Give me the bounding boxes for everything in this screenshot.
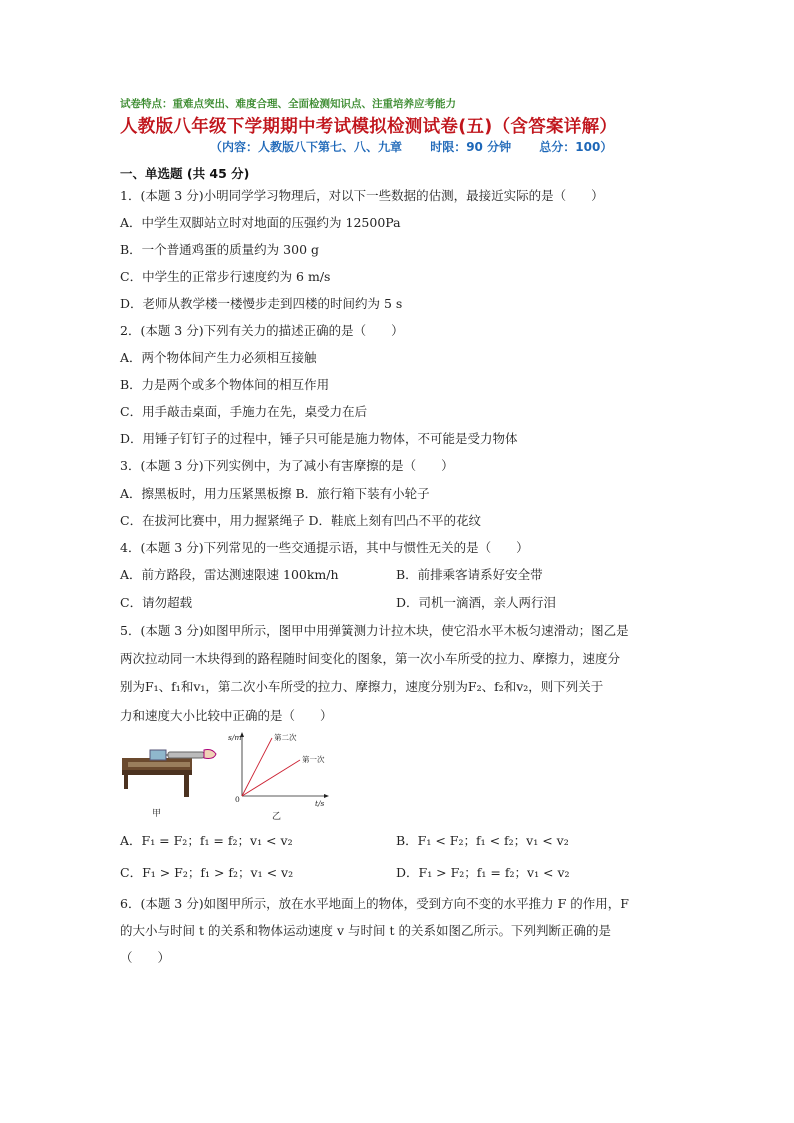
q1-stem: 1．(本题 3 分)小明同学学习物理后，对以下一些数据的估测，最接近实际的是（ ） bbox=[120, 188, 604, 203]
q3-options-ab: A．擦黑板时，用力压紧黑板擦 B．旅行箱下装有小轮子 bbox=[120, 486, 430, 501]
exam-subtitle bbox=[210, 138, 636, 155]
q3-options-cd: C．在拔河比赛中，用力握紧绳子 D．鞋底上刻有凹凸不平的花纹 bbox=[120, 513, 482, 528]
time-label: 时限：90 分钟 bbox=[430, 140, 512, 154]
q4-option-d: D．司机一滴酒，亲人两行泪 bbox=[396, 595, 557, 610]
table-illustration bbox=[122, 750, 216, 798]
figure-label-jia: 甲 bbox=[152, 809, 162, 819]
q3-stem: 3．(本题 3 分)下列实例中，为了减小有害摩擦的是（ ） bbox=[120, 458, 454, 473]
q5-figure bbox=[120, 728, 350, 823]
graph-y-label: s/m bbox=[228, 733, 242, 742]
section-heading: 一、单选题 (共 45 分) bbox=[120, 166, 250, 181]
q2-option-b: B．力是两个或多个物体间的相互作用 bbox=[120, 377, 330, 392]
q5-stem-line4: 力和速度大小比较中正确的是（ ） bbox=[120, 708, 333, 723]
q5-stem-line1: 5．(本题 3 分)如图甲所示，图甲中用弹簧测力计拉木块，使它沿水平木板匀速滑动；图乙是 bbox=[120, 623, 629, 638]
q6-stem-line2: 的大小与时间 t 的关系和物体运动速度 v 与时间 t 的关系如图乙所示。下列判断正确的是 bbox=[120, 923, 611, 938]
q5-option-c: C．F₁ > F₂；f₁ > f₂；v₁ < v₂ bbox=[120, 865, 294, 880]
q6-stem-line3: （ ） bbox=[120, 950, 171, 965]
score-label: 总分：100） bbox=[539, 140, 613, 154]
q1-option-b: B．一个普通鸡蛋的质量约为 300 g bbox=[120, 242, 319, 257]
q5-stem-line3: 别为F₁、f₁和v₁，第二次小车所受的拉力、摩擦力，速度分别为F₂、f₂和v₂，则下列关于 bbox=[120, 679, 604, 694]
graph-series-first-label: 第一次 bbox=[302, 755, 325, 764]
figure-label-yi: 乙 bbox=[272, 812, 282, 822]
q2-stem: 2．(本题 3 分)下列有关力的描述正确的是（ ） bbox=[120, 323, 404, 338]
graph-series-second-label: 第二次 bbox=[274, 733, 297, 742]
graph-line-second bbox=[242, 738, 272, 796]
q4-stem: 4．(本题 3 分)下列常见的一些交通提示语，其中与惯性无关的是（ ） bbox=[120, 540, 529, 555]
content-label: （内容：人教版八下第七、八、九章 bbox=[210, 140, 403, 154]
exam-title: 人教版八年级下学期期中考试模拟检测试卷(五)（含答案详解） bbox=[120, 117, 618, 137]
q5-option-b: B．F₁ < F₂；f₁ < f₂；v₁ < v₂ bbox=[396, 833, 569, 848]
q5-stem-line2: 两次拉动同一木块得到的路程随时间变化的图象，第一次小车所受的拉力、摩擦力，速度分 bbox=[120, 651, 621, 666]
q2-option-a: A．两个物体间产生力必须相互接触 bbox=[120, 350, 317, 365]
q4-option-b: B．前排乘客请系好安全带 bbox=[396, 567, 543, 582]
q4-option-c: C．请勿超载 bbox=[120, 595, 193, 610]
q4-option-a: A．前方路段，雷达测速限速 100km/h bbox=[120, 567, 339, 582]
q1-option-c: C．中学生的正常步行速度约为 6 m/s bbox=[120, 269, 331, 284]
q5-option-d: D．F₁ > F₂；f₁ = f₂；v₁ < v₂ bbox=[396, 865, 570, 880]
graph-origin-label: 0 bbox=[235, 795, 240, 804]
exam-feature-note: 试卷特点：重难点突出、难度合理、全面检测知识点、注重培养应考能力 bbox=[120, 98, 456, 110]
graph-x-label: t/s bbox=[315, 799, 325, 808]
q2-option-d: D．用锤子钉钉子的过程中，锤子只可能是施力物体，不可能是受力物体 bbox=[120, 431, 518, 446]
q2-option-c: C．用手敲击桌面，手施力在先，桌受力在后 bbox=[120, 404, 368, 419]
q1-option-a: A．中学生双脚站立时对地面的压强约为 12500Pa bbox=[120, 215, 401, 230]
q1-option-d: D．老师从教学楼一楼慢步走到四楼的时间约为 5 s bbox=[120, 296, 403, 311]
q6-stem-line1: 6．(本题 3 分)如图甲所示，放在水平地面上的物体，受到方向不变的水平推力 F 的作用，F bbox=[120, 896, 629, 911]
q5-option-a: A．F₁ = F₂；f₁ = f₂；v₁ < v₂ bbox=[120, 833, 293, 848]
graph-line-first bbox=[242, 760, 300, 796]
